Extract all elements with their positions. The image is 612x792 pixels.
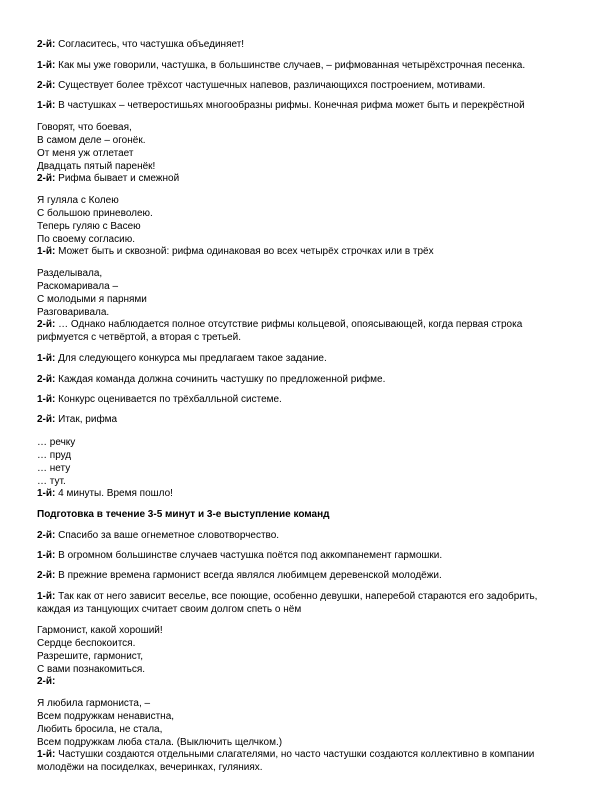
dialogue-continuation	[37, 603, 588, 616]
dialogue-line	[37, 413, 588, 426]
dialogue-line	[37, 549, 588, 562]
line-text: Конкурс оценивается по трёхбалльной системе.	[55, 394, 282, 405]
line-text: Согласитесь, что частушка объединяет!	[55, 39, 245, 50]
speaker-label: 2-й:	[37, 530, 56, 541]
line-text: По своему согласию.	[37, 234, 135, 245]
speaker-label: 1-й:	[37, 100, 56, 111]
line-text: Частушки создаются отдельными слагателями, но часто частушки создаются коллективно в компании	[55, 749, 535, 760]
dialogue-line	[37, 245, 588, 258]
line-text: Рифма бывает и смежной	[55, 173, 180, 184]
verse-line	[37, 723, 588, 736]
line-text: Любить бросила, не стала,	[37, 724, 163, 735]
line-text: Говорят, что боевая,	[37, 122, 132, 133]
line-text: В самом деле – огонёк.	[37, 135, 146, 146]
speaker-label: 2-й:	[37, 319, 56, 330]
line-text: Может быть и сквозной: рифма одинаковая во всех четырёх строчках или в трёх	[55, 246, 434, 257]
line-text: Я любила гармониста, –	[37, 698, 151, 709]
line-text: Как мы уже говорили, частушка, в большинстве случаев, – рифмованная четырёхстрочная песенка.	[55, 60, 526, 71]
verse-line	[37, 134, 588, 147]
speaker-label: 2-й:	[37, 374, 56, 385]
speaker-label: 2-й:	[37, 570, 56, 581]
line-text: Разрешите, гармонист,	[37, 651, 144, 662]
speaker-label: 2-й:	[37, 414, 56, 425]
section-heading	[37, 508, 588, 521]
dialogue-line	[37, 352, 588, 365]
dialogue-line	[37, 393, 588, 406]
verse-line	[37, 697, 588, 710]
verse-line	[37, 280, 588, 293]
line-text: Теперь гуляю с Васею	[37, 221, 141, 232]
speaker-label: 1-й:	[37, 488, 56, 499]
line-text: Спасибо за ваше огнеметное словотворчество.	[55, 530, 280, 541]
line-text: Существует более трёхсот частушечных напевов, различающихся построением, мотивами.	[55, 80, 486, 91]
line-text: С большою приневолею.	[37, 208, 153, 219]
verse-line	[37, 147, 588, 160]
line-text: … пруд	[37, 450, 72, 461]
line-text: … нету	[37, 463, 71, 474]
line-text: … тут.	[37, 476, 66, 487]
speaker-label: 2-й:	[37, 80, 56, 91]
dialogue-continuation	[37, 761, 588, 774]
line-text: Я гуляла с Колею	[37, 195, 119, 206]
line-text: От меня уж отлетает	[37, 148, 134, 159]
speaker-label: 2-й:	[37, 676, 56, 687]
dialogue-line	[37, 487, 588, 500]
line-text: Сердце беспокоится.	[37, 638, 136, 649]
verse-line	[37, 637, 588, 650]
verse-line	[37, 650, 588, 663]
speaker-label: 1-й:	[37, 246, 56, 257]
dialogue-line	[37, 529, 588, 542]
verse-line	[37, 220, 588, 233]
line-text: … речку	[37, 437, 76, 448]
line-text: Всем подружкам ненавистна,	[37, 711, 175, 722]
line-text: Разговаривала.	[37, 307, 110, 318]
line-text: Каждая команда должна сочинить частушку по предложенной рифме.	[55, 374, 386, 385]
line-text: Разделывала,	[37, 268, 103, 279]
verse-line	[37, 207, 588, 220]
speaker-label: 1-й:	[37, 353, 56, 364]
dialogue-line	[37, 318, 588, 331]
verse-line	[37, 121, 588, 134]
line-text: молодёжи на посиделках, вечеринках, гуляниях.	[37, 762, 263, 773]
dialogue-line	[37, 590, 588, 603]
dialogue-line	[37, 172, 588, 185]
line-text: рифмуется с четвёртой, а вторая с третьей.	[37, 332, 241, 343]
line-text: С вами познакомиться.	[37, 664, 146, 675]
line-text: 4 минуты. Время пошло!	[55, 488, 173, 499]
verse-line	[37, 267, 588, 280]
verse-line	[37, 194, 588, 207]
verse-line	[37, 436, 588, 449]
speaker-label: 1-й:	[37, 394, 56, 405]
speaker-label: 2-й:	[37, 173, 56, 184]
speaker-label: 1-й:	[37, 550, 56, 561]
verse-line	[37, 624, 588, 637]
speaker-label: 1-й:	[37, 591, 56, 602]
dialogue-continuation	[37, 331, 588, 344]
line-text: каждая из танцующих считает своим долгом спеть о нём	[37, 604, 302, 615]
dialogue-line	[37, 99, 588, 112]
dialogue-line	[37, 373, 588, 386]
verse-line	[37, 449, 588, 462]
line-text: В огромном большинстве случаев частушка поётся под аккомпанемент гармошки.	[55, 550, 443, 561]
dialogue-line	[37, 748, 588, 761]
heading-text: Подготовка в течение 3-5 минут и 3-е выступление команд	[37, 509, 330, 520]
line-text: … Однако наблюдается полное отсутствие рифмы кольцевой, опоясывающей, когда первая строка	[55, 319, 523, 330]
line-text: Гармонист, какой хороший!	[37, 625, 163, 636]
dialogue-line	[37, 59, 588, 72]
dialogue-line	[37, 569, 588, 582]
verse-line	[37, 710, 588, 723]
line-text: В частушках – четверостишьях многообразны рифмы. Конечная рифма может быть и перекрёстной	[55, 100, 525, 111]
line-text: В прежние времена гармонист всегда являлся любимцем деревенской молодёжи.	[55, 570, 442, 581]
line-text: Итак, рифма	[55, 414, 118, 425]
line-text: С молодыми я парнями	[37, 294, 147, 305]
speaker-label: 2-й:	[37, 39, 56, 50]
speaker-label: 1-й:	[37, 749, 56, 760]
dialogue-line	[37, 79, 588, 92]
line-text: Так как от него зависит веселье, все поющие, особенно девушки, наперебой стараются его задобрить,	[55, 591, 538, 602]
line-text: Двадцать пятый паренёк!	[37, 161, 156, 172]
line-text: Раскомаривала –	[37, 281, 119, 292]
dialogue-line	[37, 38, 588, 51]
speaker-label: 1-й:	[37, 60, 56, 71]
dialogue-line	[37, 675, 588, 688]
verse-line	[37, 293, 588, 306]
line-text: Всем подружкам люба стала. (Выключить щелчком.)	[37, 737, 283, 748]
line-text: Для следующего конкурса мы предлагаем такое задание.	[55, 353, 327, 364]
verse-line	[37, 462, 588, 475]
